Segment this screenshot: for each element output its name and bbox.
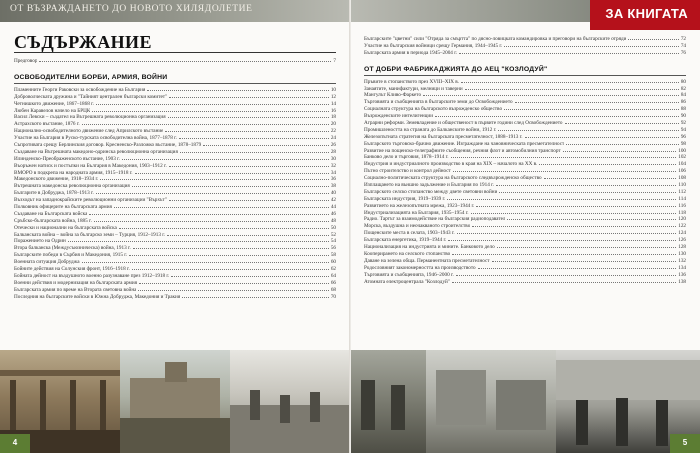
toc-entry[interactable] [14, 287, 336, 294]
toc-leader [452, 251, 676, 255]
toc-entry-title: Атомната електроцентрала "Козлодуй" [364, 278, 450, 285]
toc-entry-page: 14 [330, 100, 336, 107]
toc-entry-page: 42 [330, 197, 336, 204]
toc-entry-page: 138 [678, 278, 686, 285]
toc-entry-page: 124 [678, 230, 686, 237]
toc-entry[interactable] [14, 170, 336, 177]
photo-palace-building [120, 350, 230, 453]
toc-entry-title: Илинденско-Преображенското въстание, 1903 г. [14, 155, 120, 162]
toc-entry-title: Военни действия и модернизация на българската армия [14, 279, 137, 286]
toc-entry-title: Българските "цветни" сили "Отряда за смъртта" по дясно-ловицката командировка и преговори на българските отряди [364, 36, 627, 42]
toc-entry-title: Българската армия по време на Втората световна война [14, 286, 137, 293]
toc-leader [628, 36, 678, 40]
section-rule [364, 75, 686, 76]
toc-leader [504, 43, 679, 47]
toc-entry-title: Вътрешната македонска революционна организация [14, 183, 130, 190]
toc-entry[interactable] [364, 230, 686, 237]
toc-leader [94, 218, 329, 222]
toc-leader [135, 170, 329, 174]
toc-entry-page: 58 [330, 252, 336, 259]
toc-leader [461, 79, 679, 83]
toc-entry-title: Банково дело и търговия, 1878–1914 г. [364, 154, 449, 161]
toc-entry-page: 106 [678, 168, 686, 175]
toc-entry[interactable] [14, 135, 336, 142]
toc-leader [96, 101, 329, 105]
toc-entry-page: 28 [330, 148, 336, 155]
toc-entry-page: 66 [330, 279, 336, 286]
toc-entry[interactable] [364, 244, 686, 251]
toc-leader [139, 280, 329, 284]
running-header-right [351, 0, 700, 22]
toc-entry-page: 40 [330, 190, 336, 197]
photo-workers [351, 350, 426, 453]
toc-entry-page: 128 [678, 244, 686, 251]
toc-entry-title: Промишлеността на страната до Балканските войни, 1912 г. [364, 126, 497, 133]
toc-leader [435, 113, 679, 117]
toc-entry[interactable] [364, 223, 686, 230]
toc-leader [165, 128, 328, 132]
toc-entry-title: Пламенните Георги Раковски за освобождение на България [14, 86, 146, 93]
toc-entry[interactable] [14, 114, 336, 121]
toc-entry-page: 62 [330, 266, 336, 273]
toc-entry-page: 64 [330, 272, 336, 279]
toc-leader [498, 127, 678, 131]
toc-entry-intro[interactable] [14, 58, 336, 65]
toc-entry-title: Участие на България в Руско-турската освободителна война, 1877–1878 г. [14, 135, 177, 142]
toc-entry-page: 34 [330, 169, 336, 176]
toc-entry-page: 112 [678, 188, 686, 195]
toc-entry-title: Социалната структура на българското възрожденско общество [364, 106, 503, 113]
toc-leader [447, 196, 676, 200]
toc-entry[interactable] [14, 163, 336, 170]
toc-entry-page: 48 [330, 217, 336, 224]
section-heading-left: ОСВОБОДИТЕЛНИ БОРБИ, АРМИЯ, ВОЙНИ [14, 73, 168, 81]
toc-entry[interactable] [14, 204, 336, 211]
toc-leader [497, 244, 677, 248]
toc-entry[interactable] [14, 197, 336, 204]
toc-entry-page: 44 [330, 204, 336, 211]
toc-entry[interactable] [364, 120, 686, 127]
section-heading-right: ОТ ДОБРИ ФАБРИКАДЖИЯТА ДО АЕЦ "КОЗЛОДУЙ" [364, 65, 548, 73]
toc-entry[interactable] [14, 245, 336, 252]
toc-entry[interactable] [14, 294, 336, 301]
toc-leader [457, 230, 677, 234]
toc-entry-page: 110 [678, 182, 686, 189]
toc-entry-page: 82 [680, 85, 686, 92]
toc-entry-page: 90 [680, 113, 686, 120]
toc-entry-page: 92 [680, 120, 686, 127]
toc-entry-title: Търговията и съобщенията, 1946–2000 г. [364, 271, 454, 278]
toc-entry[interactable] [364, 113, 686, 120]
toc-entry-title: Възходът на западнокрайските революционни организации "Върхът" [14, 197, 167, 204]
toc-entry-title: Занаятите, манифактури, мелници и таверни [364, 85, 463, 92]
toc-entry-title: Даване на зелена обща. Перманентната пресметателност [364, 257, 490, 264]
toc-entry-title: Развитие на пощенско-телеграфните съобщения, речния флот и автомобилния транспорт [364, 147, 561, 154]
toc-leader [496, 182, 676, 186]
toc-entry[interactable] [14, 176, 336, 183]
toc-leader [565, 120, 679, 124]
toc-leader [129, 252, 329, 256]
section-tag [590, 0, 700, 30]
toc-entry-page: 130 [678, 250, 686, 257]
toc-leader [459, 50, 679, 54]
toc-list-right-top [364, 36, 686, 57]
page-number-right [670, 434, 700, 453]
toc-leader [133, 245, 329, 249]
toc-entry-title: Предговор [14, 58, 38, 64]
toc-leader [92, 108, 329, 112]
toc-leader [465, 86, 679, 90]
toc-leader [472, 223, 676, 227]
toc-entry-page: 136 [678, 271, 686, 278]
toc-entry[interactable] [364, 203, 686, 210]
toc-entry-page: 38 [330, 183, 336, 190]
toc-entry[interactable] [14, 128, 336, 135]
toc-entry-title: Създаване на Вътрешната македоно-одринска революционна организация [14, 148, 178, 155]
toc-entry-title: Кооперирането на селското стопанство [364, 250, 451, 257]
toc-entry[interactable] [364, 272, 686, 279]
toc-leader [168, 114, 329, 118]
toc-entry[interactable] [364, 279, 686, 286]
toc-entry-page: 108 [678, 175, 686, 182]
toc-entry-page: 46 [330, 210, 336, 217]
toc-entry-page: 24 [330, 135, 336, 142]
toc-entry-title: Васил Левски – създател на Вътрешната революционна организация [14, 114, 166, 121]
toc-entry-title: Пощенските места в селата, 1903–1943 г. [364, 230, 455, 237]
toc-leader [169, 197, 329, 201]
toc-entry-page: 22 [330, 128, 336, 135]
toc-entry-title: Национално-освободителното движение след Априлското въстание [14, 128, 164, 135]
toc-entry[interactable] [364, 141, 686, 148]
toc-leader [478, 265, 677, 269]
toc-entry[interactable] [14, 121, 336, 128]
page-number-left-text: 4 [12, 438, 18, 447]
toc-entry-page: 70 [330, 293, 336, 300]
toc-entry-title: Българското селско стопанство между двете световни войни [364, 188, 498, 195]
toc-entry[interactable] [364, 168, 686, 175]
toc-entry-title: Национализация на индустрията и мините. Банковото дело [364, 244, 495, 251]
toc-entry-title: Българската армия в периода 1945–2004 г. [364, 49, 458, 56]
toc-leader [544, 175, 677, 179]
toc-entry-page: 104 [678, 161, 686, 168]
toc-leader [453, 168, 676, 172]
toc-entry[interactable] [364, 36, 686, 43]
toc-leader [68, 238, 329, 242]
toc-entry-title: Аграрни реформи. Земевладение и общественост в първите години след Освобождението [364, 120, 563, 127]
toc-leader [39, 58, 331, 62]
toc-entry-title: Пътно строителство и контрол дейност [364, 168, 451, 175]
toc-leader [182, 294, 329, 298]
title-rule [14, 52, 336, 53]
page-number-left [0, 434, 30, 453]
toc-entry-title: Създаване на Българската войска [14, 210, 88, 217]
toc-entry[interactable] [14, 266, 336, 273]
toc-leader [180, 149, 329, 153]
toc-leader [504, 106, 679, 110]
running-header-left [0, 0, 349, 22]
toc-right-column [364, 36, 686, 285]
toc-entry-title: Поражението на Одрин [14, 238, 66, 245]
toc-entry-page: 102 [678, 154, 686, 161]
toc-leader [456, 272, 676, 276]
toc-entry-title: Доброволческата дружина и "Тайният централен български комитет" [14, 93, 168, 100]
toc-entry[interactable] [364, 79, 686, 86]
toc-entry-title: Социално-политическата структура на българското следвъзрожденско общество [364, 175, 542, 182]
toc-entry-page: 52 [330, 231, 336, 238]
toc-entry[interactable] [364, 127, 686, 134]
toc-entry-title: Балканската война – война за българско земи – Турция, 1912–1913 г. [14, 231, 166, 238]
toc-entry-page: 94 [680, 126, 686, 133]
toc-entry-page: 32 [330, 162, 336, 169]
toc-entry-page: 134 [678, 264, 686, 271]
toc-entry-title: Железопътната стратегия на българската пресметателност, 1888–1913 г. [364, 133, 523, 140]
toc-leader [507, 216, 676, 220]
toc-entry-title: Изплащането на външно задължение и България по 1914 г. [364, 182, 494, 189]
toc-leader [119, 225, 329, 229]
toc-entry[interactable] [14, 183, 336, 190]
toc-leader [132, 183, 329, 187]
toc-entry[interactable] [14, 149, 336, 156]
toc-leader [525, 134, 679, 138]
toc-entry-page: 50 [330, 224, 336, 231]
toc-entry-page: 118 [678, 209, 686, 216]
toc-entry-title: Индустриализацията на България, 1935–1954 г. [364, 209, 469, 216]
toc-entry[interactable] [14, 218, 336, 225]
toc-leader [132, 266, 329, 270]
toc-entry[interactable] [364, 258, 686, 265]
toc-entry-page: 100 [678, 147, 686, 154]
toc-leader [515, 99, 679, 103]
toc-entry[interactable] [364, 92, 686, 99]
toc-leader [147, 87, 328, 91]
toc-entry-title: Астрахското въстание, 1876 г. [14, 121, 80, 128]
toc-leader [179, 135, 329, 139]
toc-entry-title: Българската енергетика, 1919–1944 г. [364, 237, 447, 244]
toc-entry-page: 54 [330, 238, 336, 245]
toc-entry-title: Българите в Добруджа, 1878–1913 г. [14, 190, 94, 197]
toc-entry[interactable] [14, 273, 336, 280]
toc-entry-page: 60 [330, 259, 336, 266]
toc-entry-page: 10 [330, 86, 336, 93]
photo-strip [0, 350, 700, 453]
toc-entry[interactable] [364, 161, 686, 168]
toc-entry-title: Въоръжен натиск и постъпки на България в Македония, 1903–1912 г. [14, 162, 167, 169]
running-header-left-text: ОТ ВЪЗРАЖДАНЕТО ДО НОВОТО ХИЛЯДОЛЕТИЕ [10, 4, 253, 14]
toc-entry[interactable] [14, 252, 336, 259]
toc-leader [167, 232, 329, 236]
toc-entry-title: Участие на българския войници срещу Германия, 1944–1945 г. [364, 42, 503, 49]
toc-leader [82, 259, 329, 263]
toc-entry-page: 122 [678, 223, 686, 230]
toc-entry[interactable] [364, 182, 686, 189]
toc-entry[interactable] [364, 175, 686, 182]
toc-entry-title: Възрожденските интелигенции [364, 113, 433, 120]
toc-entry-title: Мангулът Кливо-Фаркето [364, 92, 422, 99]
toc-entry-page: 96 [680, 133, 686, 140]
toc-entry[interactable] [364, 210, 686, 217]
toc-entry[interactable] [14, 94, 336, 101]
toc-entry[interactable] [364, 196, 686, 203]
toc-entry[interactable] [14, 101, 336, 108]
toc-leader [100, 176, 328, 180]
toc-entry-title: Последния на българските войски в Южна Добруджа, Македония и Тракия [14, 293, 181, 300]
toc-leader [566, 141, 679, 145]
toc-entry[interactable] [364, 99, 686, 106]
toc-entry-page: 120 [678, 216, 686, 223]
toc-entry-title: Развитието на железопътната мрежа, 1923–1944 г. [364, 202, 475, 209]
toc-leader [96, 190, 329, 194]
toc-leader [451, 154, 677, 158]
toc-entry[interactable] [364, 237, 686, 244]
toc-leader [452, 279, 676, 283]
toc-entry-page: 74 [680, 42, 686, 49]
toc-entry[interactable] [14, 142, 336, 149]
page-number-right-text: 5 [682, 438, 688, 447]
toc-entry-page: 76 [680, 49, 686, 56]
toc-entry[interactable] [14, 108, 336, 115]
page-title: СЪДЪРЖАНИЕ [14, 32, 152, 52]
toc-entry-page: 116 [678, 202, 686, 209]
toc-entry-title: Радио. Тартът за взаимодействие на българския радиоподавател [364, 216, 506, 223]
toc-entry-page: 126 [678, 237, 686, 244]
toc-leader [471, 210, 677, 214]
toc-entry[interactable] [364, 251, 686, 258]
toc-entry[interactable] [14, 87, 336, 94]
toc-entry-page: 86 [680, 99, 686, 106]
toc-leader [122, 156, 329, 160]
toc-entry[interactable] [14, 156, 336, 163]
toc-entry-page: 20 [330, 121, 336, 128]
toc-entry-page: 132 [678, 257, 686, 264]
toc-leader [171, 273, 329, 277]
toc-entry-title: Бойните действия на Солунския фронт, 1916–1918 г. [14, 266, 130, 273]
toc-leader [89, 211, 328, 215]
section-rule [14, 83, 336, 84]
toc-entry[interactable] [14, 259, 336, 266]
section-tag-text: ЗА КНИГАТА [605, 6, 688, 21]
toc-entry-page: 18 [330, 114, 336, 121]
toc-entry-title: Съпротивата срещу Берлинския договор. Кресненско-Разложко въстание, 1878–1879 [14, 142, 202, 149]
toc-entry[interactable] [364, 216, 686, 223]
toc-entry-title: Любен Каравелов начело на БРЦК [14, 107, 91, 114]
toc-entry-page: 36 [330, 176, 336, 183]
toc-entry[interactable] [364, 189, 686, 196]
toc-entry-title: Българската индустрия, 1919–1939 г. [364, 195, 446, 202]
toc-entry-title: ВМОРО в подкрепа на народната армия, 1915–1918 г. [14, 169, 133, 176]
toc-entry[interactable] [364, 43, 686, 50]
toc-entry-title: Родословният закономерността на производството [364, 264, 476, 271]
toc-entry-title: Четнишкото движение, 1867–1868 г. [14, 100, 94, 107]
toc-entry-page: 26 [330, 142, 336, 149]
toc-entry-title: Военната ситуация Добруджа [14, 259, 80, 266]
toc-entry[interactable] [364, 265, 686, 272]
photo-machinery [426, 350, 556, 453]
toc-entry[interactable] [14, 232, 336, 239]
toc-entry-title: Македонското движение, 1918–1934 г. [14, 176, 99, 183]
toc-entry-title: Търговията и съобщенията в българските земи до Освобождението [364, 99, 513, 106]
toc-leader [169, 94, 329, 98]
toc-list-right [364, 79, 686, 286]
toc-entry-page: 88 [680, 106, 686, 113]
toc-entry-page: 98 [680, 140, 686, 147]
toc-leader [203, 142, 329, 146]
toc-leader [448, 237, 676, 241]
toc-leader [82, 121, 329, 125]
photo-soldiers-field [230, 350, 349, 453]
toc-leader [423, 92, 679, 96]
toc-entry[interactable] [14, 280, 336, 287]
toc-leader [169, 163, 329, 167]
toc-entry-title: Българското търговско-брачно движение. Изграждане на чановническата пресметателност [364, 140, 565, 147]
toc-entry-title: Бойната дейност на въздушното военно разузнаване през 1912–1918 г. [14, 272, 170, 279]
toc-entry[interactable] [364, 148, 686, 155]
toc-entry-page: 30 [330, 155, 336, 162]
toc-leader [138, 287, 328, 291]
toc-entry-page: 12 [330, 93, 336, 100]
toc-list-left [14, 87, 336, 301]
toc-entry-page: 72 [680, 36, 686, 42]
toc-entry-page: 56 [330, 245, 336, 252]
toc-entry[interactable] [14, 225, 336, 232]
toc-entry-title: Пръвите в стопанството през XVIII–XIX в. [364, 78, 460, 85]
toc-leader [563, 148, 677, 152]
toc-entry[interactable] [364, 154, 686, 161]
toc-entry-title: Втора балканска (Междусъюзническа) война, 1913 г. [14, 245, 131, 252]
toc-entry[interactable] [364, 50, 686, 57]
toc-left-column [14, 56, 336, 301]
toc-entry-page: 68 [330, 286, 336, 293]
toc-entry-title: Полковник офицерите на българската армия [14, 204, 112, 211]
toc-leader [539, 161, 676, 165]
toc-entry[interactable] [14, 238, 336, 245]
toc-entry-page: 84 [680, 92, 686, 99]
toc-entry-page: 7 [333, 58, 336, 64]
toc-entry-title: Сръбско-българската война, 1885 г. [14, 217, 92, 224]
toc-entry[interactable] [364, 86, 686, 93]
toc-entry[interactable] [364, 134, 686, 141]
toc-entry[interactable] [364, 106, 686, 113]
toc-entry[interactable] [14, 190, 336, 197]
toc-leader [114, 204, 329, 208]
toc-entry-page: 80 [680, 78, 686, 85]
toc-entry-page: 114 [678, 195, 686, 202]
toc-entry-title: Индустрия и индустриалното производство в края на XIX – началото на XX в. [364, 161, 538, 168]
toc-entry-title: Отечески и национални на българската войска [14, 224, 117, 231]
toc-entry-title: Морска, въздушна и неочакваното строителство [364, 223, 471, 230]
toc-entry-page: 16 [330, 107, 336, 114]
toc-leader [492, 258, 677, 262]
toc-leader [476, 203, 676, 207]
toc-leader [499, 189, 676, 193]
toc-entry-title: Българските победи в Сърбия и Македония, 1915 г. [14, 252, 128, 259]
toc-entry[interactable] [14, 211, 336, 218]
